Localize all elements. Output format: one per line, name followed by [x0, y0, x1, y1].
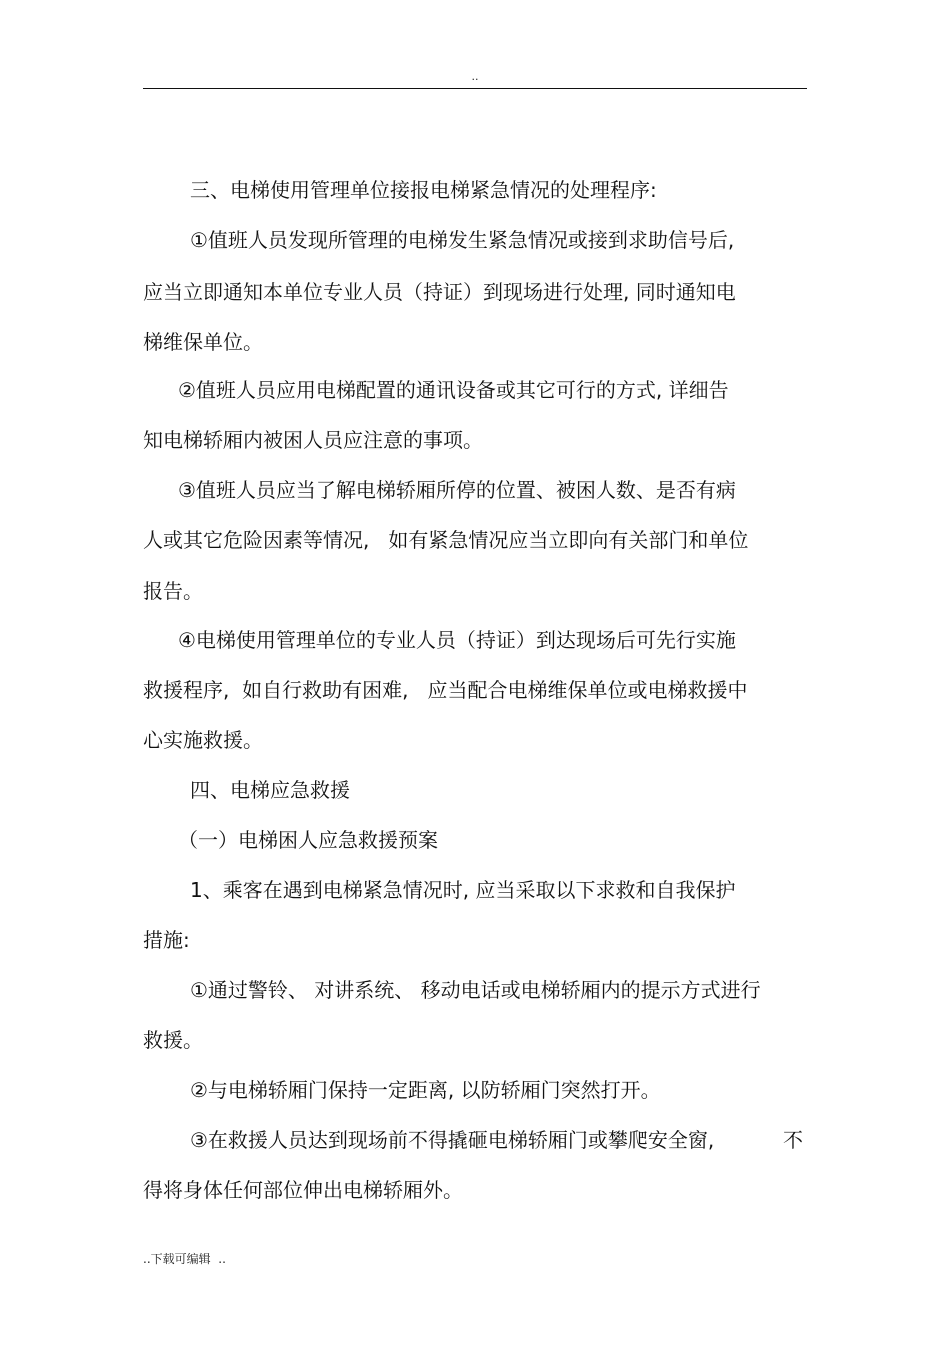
- paragraph-line: 知电梯轿厢内被困人员应注意的事项。: [143, 428, 483, 452]
- header-rule: [143, 88, 807, 89]
- paragraph-line: ③在救援人员达到现场前不得撬砸电梯轿厢门或攀爬安全窗,: [190, 1128, 715, 1152]
- paragraph-line: 得将身体任何部位伸出电梯轿厢外。: [143, 1178, 463, 1202]
- subsection-heading: （一）电梯困人应急救援预案: [178, 828, 438, 852]
- paragraph-line: 梯维保单位。: [143, 330, 263, 354]
- paragraph-line: ①值班人员发现所管理的电梯发生紧急情况或接到求助信号后,: [190, 228, 735, 252]
- paragraph-line: ①通过警铃、 对讲系统、 移动电话或电梯轿厢内的提示方式进行: [190, 978, 761, 1002]
- paragraph-line: 救援程序, 如自行救助有困难, 应当配合电梯维保单位或电梯救援中: [143, 678, 748, 702]
- paragraph-line-tail: 不: [783, 1128, 803, 1152]
- section-heading-3: 三、电梯使用管理单位接报电梯紧急情况的处理程序:: [190, 178, 657, 202]
- paragraph-line: 心实施救援。: [143, 728, 263, 752]
- footer-note: ..下载可编辑 ..: [143, 1252, 226, 1266]
- paragraph-line: 措施:: [143, 928, 190, 952]
- section-heading-4: 四、电梯应急救援: [190, 778, 350, 802]
- paragraph-line: 救援。: [143, 1028, 203, 1052]
- paragraph-line: ②值班人员应用电梯配置的通讯设备或其它可行的方式, 详细告: [178, 378, 729, 402]
- paragraph-line: 应当立即通知本单位专业人员（持证）到现场进行处理, 同时通知电: [143, 280, 736, 304]
- paragraph-line: ③值班人员应当了解电梯轿厢所停的位置、被困人数、是否有病: [178, 478, 736, 502]
- paragraph-line: 1、乘客在遇到电梯紧急情况时, 应当采取以下求救和自我保护: [190, 878, 736, 902]
- paragraph-line: 人或其它危险因素等情况, 如有紧急情况应当立即向有关部门和单位: [143, 528, 749, 552]
- paragraph-line: ④电梯使用管理单位的专业人员（持证）到达现场后可先行实施: [178, 628, 736, 652]
- paragraph-line: 报告。: [143, 579, 203, 603]
- paragraph-line: ②与电梯轿厢门保持一定距离, 以防轿厢门突然打开。: [190, 1078, 661, 1102]
- header-mark: ..: [471, 70, 479, 83]
